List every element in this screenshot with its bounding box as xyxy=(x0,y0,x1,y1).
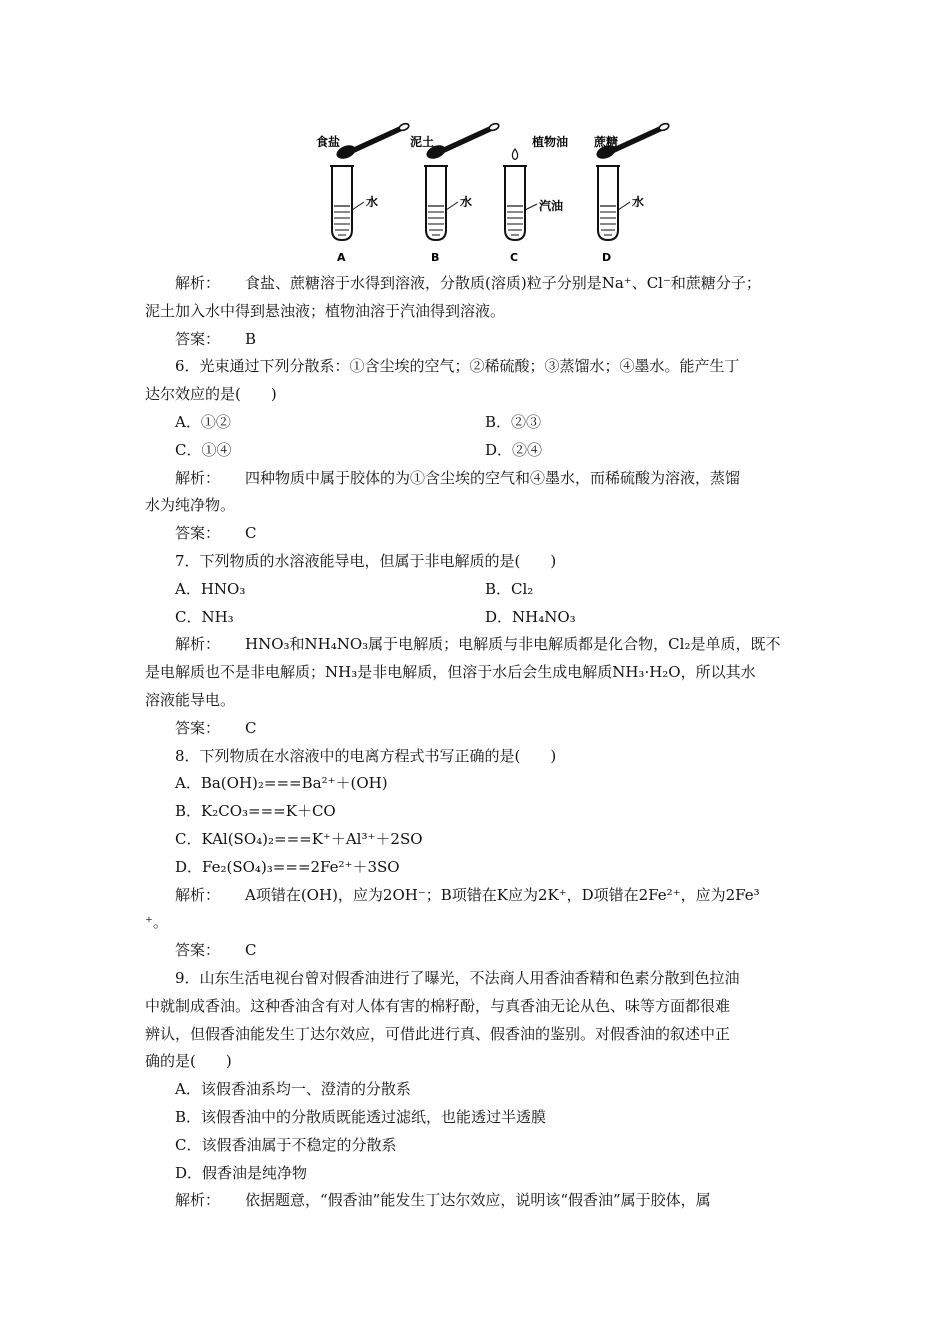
q7-analysis-line1 xyxy=(145,631,813,659)
tube-a-top-label: 食盐 xyxy=(316,135,341,149)
q7-option-a: A．HNO₃ xyxy=(175,579,246,598)
q6-answer-value: C xyxy=(245,524,257,543)
q7-analysis-line3: 溶液能导电。 xyxy=(145,690,236,709)
q6-analysis-line1 xyxy=(145,465,813,493)
q7-analysis-text1: HNO₃和NH₄NO₃属于电解质；电解质与非电解质都是化合物，Cl₂是单质，既不 xyxy=(245,635,781,654)
tube-c-top-label: 植物油 xyxy=(532,135,569,149)
tube-d-top-label: 蔗糖 xyxy=(594,135,619,149)
q6-stem-line2: 达尔效应的是( ) xyxy=(145,385,277,404)
analysis-label: 解析： xyxy=(175,885,221,904)
q6-option-d: D．②④ xyxy=(485,440,543,459)
answer-label: 答案： xyxy=(175,941,221,960)
analysis-label: 解析： xyxy=(175,468,221,487)
q8-stem: 8．下列物质在水溶液中的电离方程式书写正确的是( ) xyxy=(175,746,557,765)
tube-b-letter: B xyxy=(431,251,440,264)
q7-options-row1 xyxy=(145,576,813,604)
q9-analysis-line1 xyxy=(145,1187,813,1215)
tube-c xyxy=(503,134,568,264)
tube-b-side-label: 水 xyxy=(460,195,473,209)
q7-option-d: D．NH₄NO₃ xyxy=(485,607,576,626)
q7-option-b: B．Cl₂ xyxy=(485,579,534,598)
q6-option-a: A．①② xyxy=(175,412,231,431)
q9-option-b: B．该假香油中的分散质既能透过滤纸，也能透过半透膜 xyxy=(175,1107,547,1126)
q7-options-row2 xyxy=(145,604,813,632)
tube-c-letter: C xyxy=(510,251,519,264)
q5-analysis-text1: 食盐、蔗糖溶于水得到溶液，分散质(溶质)粒子分别是Na⁺、Cl⁻和蔗糖分子； xyxy=(245,274,761,292)
analysis-label: 解析： xyxy=(175,1191,221,1210)
q6-stem-line1: 6．光束通过下列分散系：①含尘埃的空气；②稀硫酸；③蒸馏水；④墨水。能产生丁 xyxy=(175,357,740,376)
q6-analysis-text1: 四种物质中属于胶体的为①含尘埃的空气和④墨水，而稀硫酸为溶液，蒸馏 xyxy=(245,468,741,487)
q7-answer-value: C xyxy=(245,718,257,737)
oil-droplet xyxy=(512,149,517,160)
q6-answer xyxy=(145,520,813,548)
q8-analysis-line1 xyxy=(145,882,813,910)
q8-answer-value: C xyxy=(245,941,257,960)
q9-stem-line3: 辨认，但假香油能发生丁达尔效应，可借此进行真、假香油的鉴别。对假香油的叙述中正 xyxy=(145,1024,731,1043)
tube-d-side-label: 水 xyxy=(632,195,645,209)
q8-option-c: C．KAl(SO₄)₂===K⁺＋Al³⁺＋2SO xyxy=(175,829,423,848)
q6-option-b: B．②③ xyxy=(485,412,542,431)
q8-option-d: D．Fe₂(SO₄)₃===2Fe²⁺＋3SO xyxy=(175,857,400,876)
tube-a-letter: A xyxy=(337,251,346,264)
q9-stem-line4: 确的是( ) xyxy=(145,1052,232,1071)
tube-c-side-label: 汽油 xyxy=(539,199,564,213)
q6-analysis-line2: 水为纯净物。 xyxy=(145,496,236,515)
q8-analysis-text1: A项错在(OH)，应为2OH⁻；B项错在K应为2K⁺，D项错在2Fe²⁺，应为2Fe³ xyxy=(245,885,760,904)
q9-stem-line1: 9．山东生活电视台曾对假香油进行了曝光，不法商人用香油香精和色素分散到色拉油 xyxy=(175,968,740,987)
analysis-label: 解析： xyxy=(175,635,221,654)
q7-stem: 7．下列物质的水溶液能导电，但属于非电解质的是( ) xyxy=(175,551,557,570)
q9-analysis-text1: 依据题意，“假香油”能发生丁达尔效应，说明该“假香油”属于胶体，属 xyxy=(245,1191,711,1210)
q9-stem-line2: 中就制成香油。这种香油含有对人体有害的棉籽酚，与真香油无论从色、味等方面都很难 xyxy=(145,996,731,1015)
tube-d-letter: D xyxy=(602,251,612,264)
q9-option-a: A．该假香油系均一、澄清的分散系 xyxy=(175,1080,411,1099)
q5-answer-value: B xyxy=(245,329,257,348)
answer-label: 答案： xyxy=(175,524,221,543)
q8-answer xyxy=(145,937,813,965)
q5-analysis-line2: 泥土加入水中得到悬浊液；植物油溶于汽油得到溶液。 xyxy=(145,301,506,320)
q6-option-c: C．①④ xyxy=(175,440,232,459)
answer-label: 答案： xyxy=(175,329,221,348)
q5-analysis-line1 xyxy=(145,270,813,298)
test-tube-figure xyxy=(300,122,680,264)
tube-b-top-label: 泥土 xyxy=(410,135,435,149)
q7-option-c: C．NH₃ xyxy=(175,607,234,626)
q7-answer xyxy=(145,715,813,743)
tube-b xyxy=(410,122,500,264)
q6-options-row1 xyxy=(145,409,813,437)
q9-option-c: C．该假香油属于不稳定的分散系 xyxy=(175,1135,397,1154)
tube-a xyxy=(316,122,410,264)
tube-d xyxy=(594,122,670,264)
analysis-label: 解析： xyxy=(175,274,221,292)
tube-a-side-label: 水 xyxy=(366,195,379,209)
answer-label: 答案： xyxy=(175,718,221,737)
q9-option-d: D．假香油是纯净物 xyxy=(175,1163,308,1182)
q8-option-a: A．Ba(OH)₂===Ba²⁺＋(OH) xyxy=(175,774,388,793)
q7-analysis-line2: 是电解质也不是非电解质；NH₃是非电解质，但溶于水后会生成电解质NH₃·H₂O，所以其水 xyxy=(145,663,756,682)
q5-answer xyxy=(145,326,813,354)
document-body xyxy=(145,270,813,1215)
q8-option-b: B．K₂CO₃===K＋CO xyxy=(175,802,336,821)
q6-options-row2 xyxy=(145,437,813,465)
q8-analysis-line2: ⁺。 xyxy=(145,913,168,932)
